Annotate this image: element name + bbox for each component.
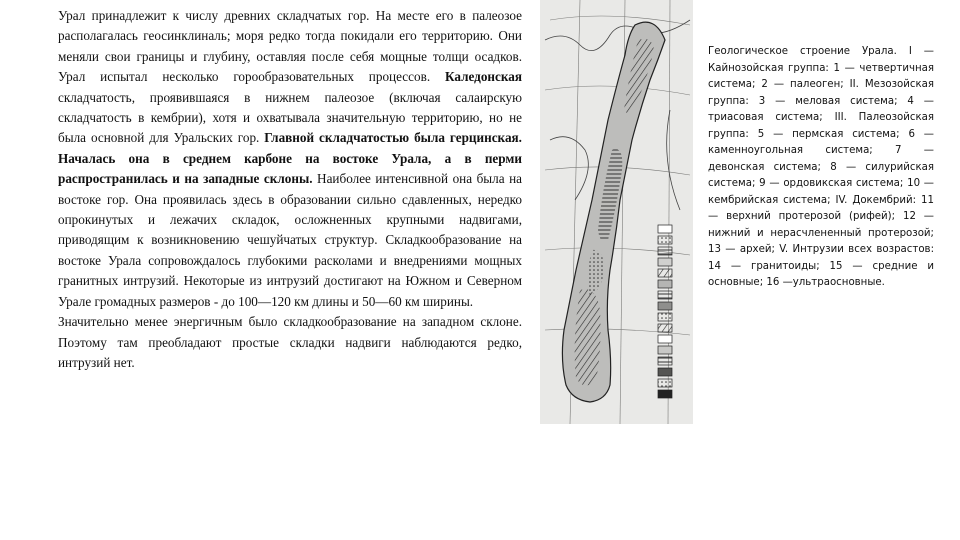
map-legend-caption [708, 44, 934, 292]
hercynian-statement: Главной складчатостью была герцинская. Началась она в среднем карбоне на востоке Урала, а в перми распространилась и на западные склоны. [58, 130, 522, 187]
paragraph-1 [58, 6, 522, 312]
paragraph-1-rest: Наиболее интенсивной она была на востоке гор. Она проявилась здесь в образовании сильно сдавленных, нередко опрокинутых и лежачих складок, осложненных крупными надвигами, приводящим к возникновению чешуйчатых структур. Складкообразование на востоке Урала сопровождалось глубокими расколами и внедрениями мощных гранитных интрузий. Некоторые из интрузий достигают на Южном и Северном Урале громадных размеров - до 100—120 км длины и 50—60 км ширины. [58, 171, 523, 309]
map-legend-boxes [658, 225, 672, 398]
caledonian-term: Каледонская [444, 69, 522, 85]
legend-paragraph: Геологическое строение Урала. I — Кайнозойская группа: 1 — четвертичная система; 2 — палеоген; II. Мезозойская группа: 3 — меловая система; 4 — триасовая система; III. Палеозойская группа: 5 — пермская система; 6 — каменноугольная система; 7 — девонская система; 8 — силурийская система; 9 — ордовикская система; 10 — кембрийская система; IV. Докембрий: 11— верхний протерозой (рифей); 12 — нижний и нерасчлененный протерозой; 13 — архей; V. Интрузии всех возрастов: 14 — гранитоиды; 15 — средние и основные; 16 —ультраосновные. [708, 46, 934, 288]
paragraph-1-intro: Урал принадлежит к числу древних складчатых гор. На месте его в палеозое располагалась геосинклиналь; моря редко тогда покидали его территорию. Они меняли свои границы и глубину, оставляя после себя мощные толщи осадков. Урал испытал несколько горообразовательных процессов. [58, 8, 522, 85]
hatched-zone-south [575, 289, 601, 385]
paragraph-1-caledonian: складчатость, проявившаяся в нижнем палеозое (включая салаирскую складчатость в кембрии), хотя и охватывала значительную территорию, но не была основной для Уральских гор. [58, 89, 522, 146]
geological-map-image [540, 0, 693, 424]
paragraph-2: Значительно менее энергичным было складкообразование на западном склоне. Поэтому там преобладают простые складки надвиги наблюдаются редко, интрузий нет. [58, 314, 522, 370]
main-text-block [58, 6, 522, 373]
geological-map-drawing [540, 0, 693, 424]
